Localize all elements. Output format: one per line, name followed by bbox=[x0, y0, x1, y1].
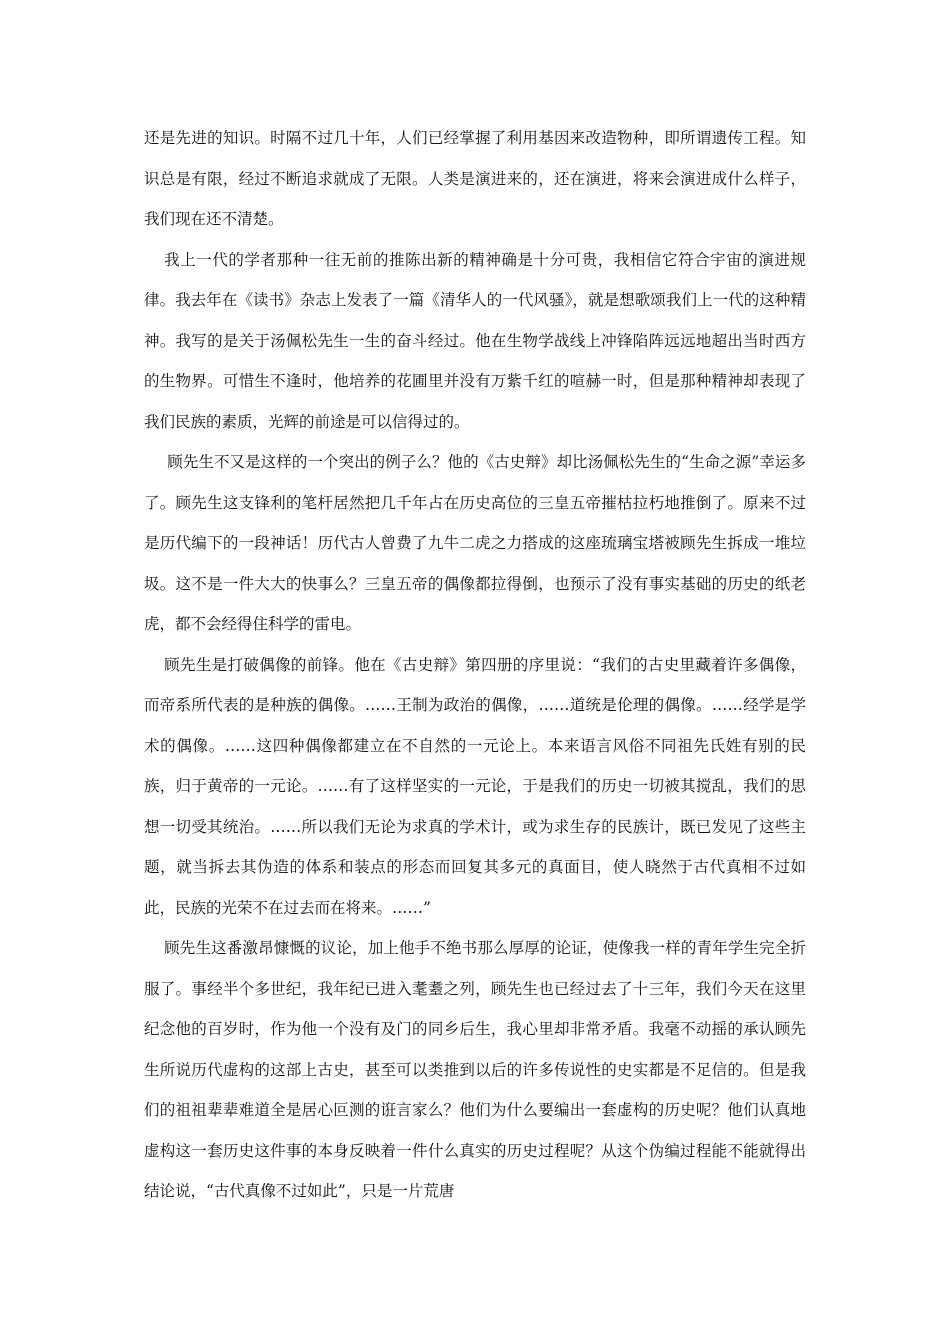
paragraph-5: 顾先生这番激昂慷慨的议论，加上他手不绝书那么厚厚的论证，使像我一样的青年学生完全折服了。事经半个多世纪，我年纪已进入耄耋之列，顾先生也已经过去了十三年，我们今天在这里纪念他的百岁时，作为他一个没有及门的同乡后生，我心里却非常矛盾。我毫不动摇的承认顾先生所说历代虚构的这部上古史，甚至可以类推到以后的许多传说性的史实都是不足信的。但是我们的祖祖辈辈难道全是居心叵测的诳言家么？他们为什么要编出一套虚构的历史呢？他们认真地虚构这一套历史这件事的本身反映着一件什么真实的历史过程呢？从这个伪编过程能不能就得出结论说，“古代真像不过如此”，只是一片荒唐 bbox=[144, 939, 806, 1200]
body-text bbox=[144, 118, 806, 1212]
paragraph-4: 顾先生是打破偶像的前锋。他在《古史辩》第四册的序里说：“我们的古史里藏着许多偶像，而帝系所代表的是种族的偶像。……王制为政治的偶像，……道统是伦理的偶像。……经学是学术的偶像。……这四种偶像都建立在不自然的一元论上。本来语言风俗不同祖先氏姓有别的民族，归于黄帝的一元论。……有了这样坚实的一元论，于是我们的历史一切被其搅乱，我们的思想一切受其统治。……所以我们无论为求真的学术计，或为求生存的民族计，既已发见了这些主题，就当拆去其伪造的体系和装点的形态而回复其多元的真面目，使人晓然于古代真相不过如此，民族的光荣不在过去而在将来。……” bbox=[144, 655, 806, 917]
paragraph-1: 还是先进的知识。时隔不过几十年，人们已经掌握了利用基因来改造物种，即所谓遗传工程。知识总是有限，经过不断追求就成了无限。人类是演进来的，还在演进，将来会演进成什么样子，我们现在还不清楚。 bbox=[144, 129, 806, 228]
paragraph-3: 顾先生不又是这样的一个突出的例子么？他的《古史辩》却比汤佩松先生的“生命之源”幸运多了。顾先生这支锋利的笔杆居然把几千年占在历史高位的三皇五帝摧枯拉朽地推倒了。原来不过是历代编下的一段神话！历代古人曾费了九牛二虎之力搭成的这座琉璃宝塔被顾先生拆成一堆垃圾。这不是一件大大的快事么？三皇五帝的偶像都拉得倒，也预示了没有事实基础的历史的纸老虎，都不会经得住科学的雷电。 bbox=[144, 453, 806, 633]
paragraph-2: 我上一代的学者那种一往无前的推陈出新的精神确是十分可贵，我相信它符合宇宙的演进规律。我去年在《读书》杂志上发表了一篇《清华人的一代风骚》，就是想歌颂我们上一代的这种精神。我写的是关于汤佩松先生一生的奋斗经过。他在生物学战线上冲锋陷阵远远地超出当时西方的生物界。可惜生不逢时，他培养的花圃里并没有万紫千红的喧赫一时，但是那种精神却表现了我们民族的素质，光辉的前途是可以信得过的。 bbox=[144, 250, 806, 431]
